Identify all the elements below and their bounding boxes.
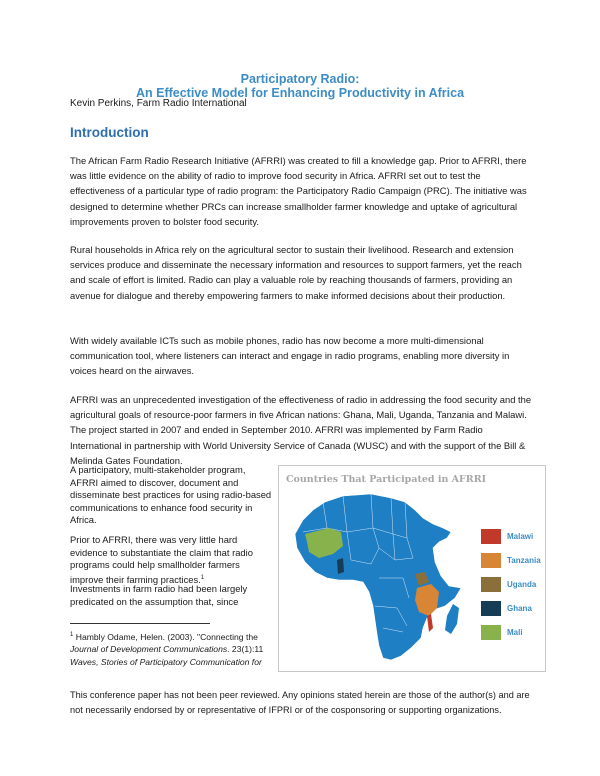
paragraph-1: The African Farm Radio Research Initiative (AFRRI) was created to fill a knowledge gap. Prior to AFRRI, there was little evidence on the ability of radio to improve food security in Africa. AFRRI set out to test the effectiveness of a particular type of radio program: the Participatory Radio Campaign (PRC). The initiative was designed to determine whether PRCs can increase smallholder farmer knowledge and uptake of agricultural improvements proven to bolster food security. bbox=[70, 155, 527, 227]
paper-title-line2: An Effective Model for Enhancing Productivity in Africa bbox=[135, 86, 465, 100]
malawi-region bbox=[427, 614, 433, 632]
legend-swatch bbox=[481, 601, 501, 616]
paragraph-2: Rural households in Africa rely on the agricultural sector to sustain their livelihood. Research and extension services produce and disseminate the necessary information and resources to support farmers, yet the reach and scale of effort is limited. Radio can play a valuable role by reaching thousands of farmers, providing an avenue for dialogue and thereby empowering farmers to make informed decisions about their production. bbox=[70, 244, 522, 301]
left-column-paragraph-1: A participatory, multi-stakeholder program, AFRRI aimed to discover, document and disseminate best practices for using radio-based communications to enhance food security in Africa. bbox=[70, 464, 272, 526]
author-line: Kevin Perkins, Farm Radio International bbox=[70, 98, 247, 109]
footnote-reference: 1 bbox=[200, 574, 205, 581]
legend-swatch bbox=[481, 529, 501, 544]
paragraph-3: With widely available ICTs such as mobile phones, radio has now become a more multi-dimensional communication tool, where listeners can interact and engage in radio programs, enabling more diversity in voices heard on the airwaves. bbox=[70, 335, 510, 377]
footnote-divider bbox=[70, 623, 210, 624]
ghana-region bbox=[337, 558, 344, 574]
legend-item-ghana: Ghana bbox=[481, 600, 532, 616]
legend-swatch bbox=[481, 577, 501, 592]
map-title: Countries That Participated in AFRRI bbox=[286, 474, 487, 485]
africa-map-figure bbox=[278, 465, 546, 672]
left-column-paragraph-3: Investments in farm radio had been largely predicated on the assumption that, since bbox=[70, 583, 248, 607]
footnote: $^1$ Hambly Odame, Helen. (2003). "Connecting the Journal of Development Communications. 23(1):11 Waves, Stories of Participatory Communication for bbox=[70, 631, 264, 667]
legend-item-tanzania: Tanzania bbox=[481, 552, 541, 568]
africa-continent bbox=[295, 494, 461, 660]
paragraph-4: AFRRI was an unprecedented investigation of the effectiveness of radio in addressing the food security and the agricultural goals of resource-poor farmers in five African nations: Ghana, Mali, Uganda, Tanzania and Malawi. The project started in 2007 and ended in September 2010. AFRRI was implemented by Farm Radio International in partnership with World University Service of Canada (WUSC) and with the support of the Bill & Melinda Gates Foundation. bbox=[70, 394, 532, 466]
section-heading: Introduction bbox=[70, 125, 149, 140]
left-column-paragraph-2: Prior to AFRRI, there was very little hard evidence to substantiate the claim that radio programs could help smallholder farmers improve their farming practices.$^1$ bbox=[70, 534, 253, 585]
africa-map-svg bbox=[283, 488, 483, 668]
madagascar bbox=[445, 604, 459, 634]
legend-item-uganda: Uganda bbox=[481, 576, 536, 592]
disclaimer-footer: This conference paper has not been peer reviewed. Any opinions stated herein are those of the author(s) and are not necessarily endorsed by or representative of IFPRI or of the cosponsoring or supporting organizations. bbox=[70, 690, 530, 715]
paper-title-line1: Participatory Radio: bbox=[240, 72, 360, 86]
legend-swatch bbox=[481, 625, 501, 640]
legend-swatch bbox=[481, 553, 501, 568]
legend-item-malawi: Malawi bbox=[481, 528, 533, 544]
legend-item-mali: Mali bbox=[481, 624, 523, 640]
